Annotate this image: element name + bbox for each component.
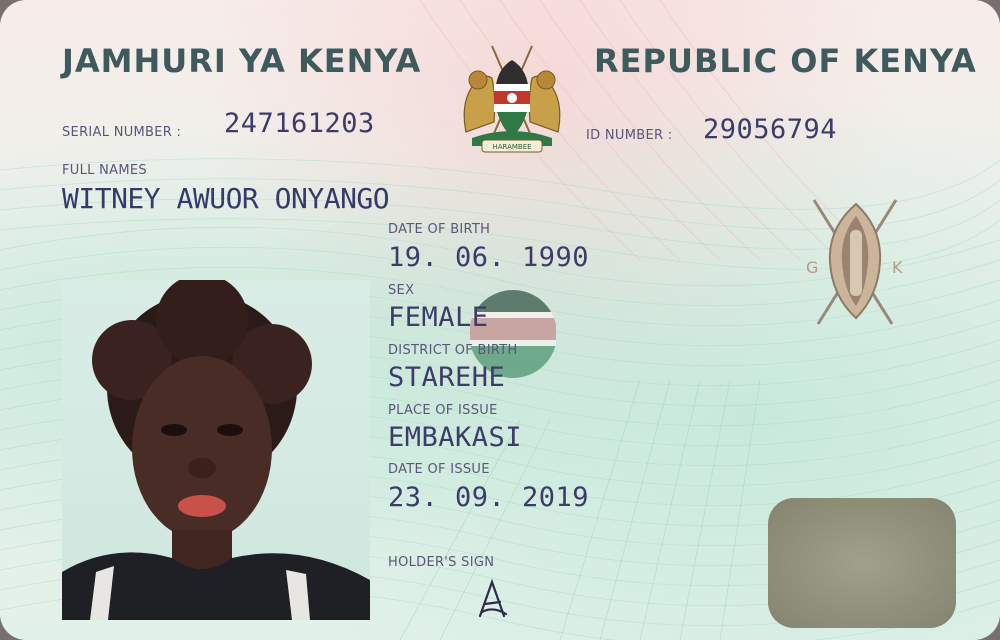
place-of-issue-label: PLACE OF ISSUE: [388, 403, 498, 418]
watermark-letter-k: K: [892, 258, 903, 277]
title-english: REPUBLIC OF KENYA: [594, 42, 977, 80]
serial-number-label: SERIAL NUMBER :: [62, 125, 182, 140]
serial-number-value: 247161203: [224, 108, 375, 139]
title-swahili: JAMHURI YA KENYA: [62, 42, 422, 80]
holder-photo: [62, 280, 370, 620]
district-value: STAREHE: [388, 362, 506, 393]
sex-value: FEMALE: [388, 302, 489, 333]
date-of-issue-value: 23. 09. 2019: [388, 482, 590, 513]
watermark-letter-g: G: [806, 258, 819, 277]
id-number-value: 29056794: [703, 114, 838, 145]
place-of-issue-value: EMBAKASI: [388, 422, 523, 453]
holder-sign-label: HOLDER'S SIGN: [388, 555, 495, 570]
full-names-value: WITNEY AWUOR ONYANGO: [62, 182, 390, 215]
date-of-issue-label: DATE OF ISSUE: [388, 462, 490, 477]
holder-signature-icon: [476, 578, 510, 620]
dob-label: DATE OF BIRTH: [388, 222, 491, 237]
id-number-label: ID NUMBER :: [586, 128, 673, 143]
dob-value: 19. 06. 1990: [388, 242, 590, 273]
thumbprint: [768, 498, 956, 628]
portrait-icon: [62, 280, 370, 620]
kenya-coat-of-arms-icon: [452, 42, 572, 154]
coat-of-arms-motto: HARAMBEE: [492, 143, 532, 151]
full-names-label: FULL NAMES: [62, 163, 147, 178]
district-label: DISTRICT OF BIRTH: [388, 343, 518, 358]
sex-label: SEX: [388, 283, 415, 298]
